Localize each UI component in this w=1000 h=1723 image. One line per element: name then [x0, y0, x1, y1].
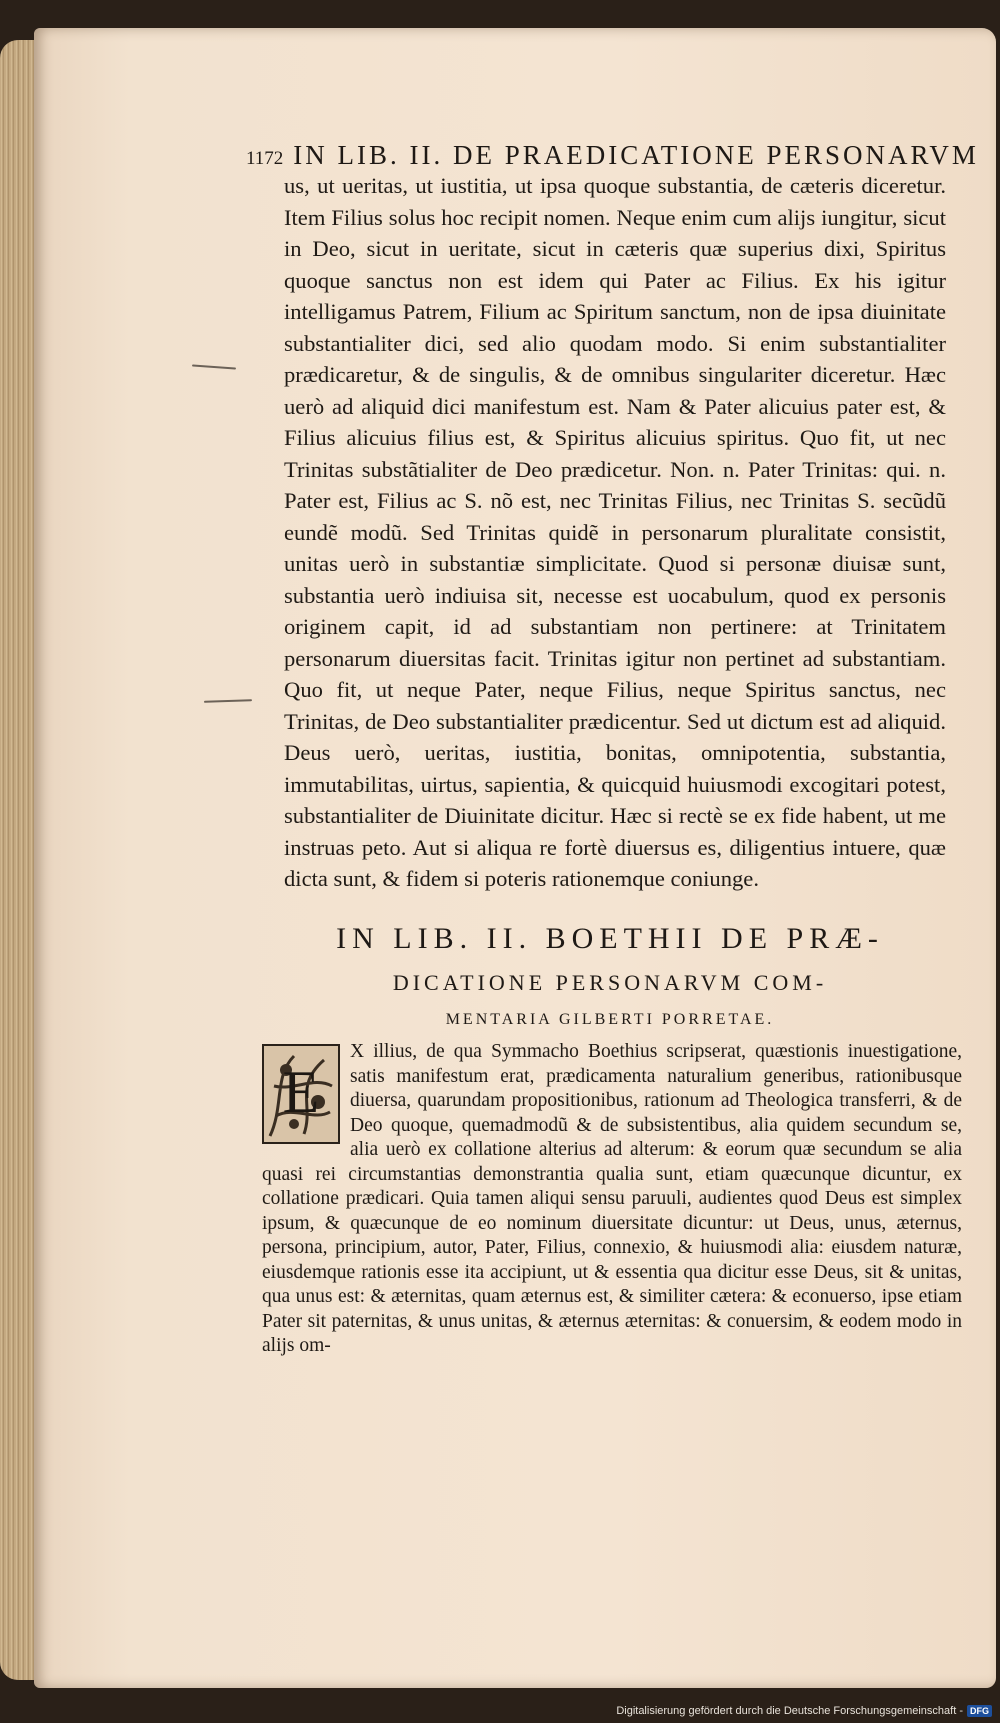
running-head-title: IN LIB. II. DE PRAEDICATIONE PERSONARVM: [293, 140, 979, 170]
section-title: [250, 915, 970, 1037]
main-text: us, ut ueritas, ut iustitia, ut ipsa quoque substantia, de cæteris diceretur. Item Filius solus hoc recipit nomen. Neque enim cum alijs iungitur, sicut in Deo, sicut in ueritate, sicut in cæteris quæ superius dixi, Spiritus quoque sanctus non est idem qui Pater ac Filius. Ex his igitur intelligamus Patrem, Filium ac Spiritum sanctum, non de ipsa diuinitate substantialiter dici, sed alio quodam modo. Si enim substantialiter prædicaretur, & de singulis, & de omnibus singulariter diceretur. Hæc uerò ad aliquid dici manifestum est. Nam & Pater alicuius pater est, & Filius alicuius filius est, & Spiritus alicuius spiritus. Quo fit, ut nec Trinitas substãtialiter de Deo prædicetur. Non. n. Pater Trinitas: qui. n. Pater est, Filius ac S. nõ est, nec Trinitas Filius, nec Trinitas S. secũdũ eundẽ modũ. Sed Trinitas quidẽ in personarum pluralitate consistit, unitas uerò in substantiæ simplicitate. Quod si personæ diuisæ sunt, substantia uerò indiuisa sit, necesse est uocabulum, quod ex personis originem capit, id ad substantiam non pertinere: at Trinitatem personarum diuersitas facit. Trinitas igitur non pertinet ad substantiam. Quo fit, ut neque Pater, neque Filius, neque Spiritus sanctus, nec Trinitas, de Deo substantialiter prædicentur. Sed ut dictum est ad aliquid. Deus uerò, ueritas, iustitia, bonitas, omnipotentia, substantia, immutabilitas, uirtus, sapientia, & quicquid huiusmodi excogitari potest, substantialiter de Diuinitate dicitur. Hæc si rectè se ex fide habent, ut me instruas peto. Aut si aliqua re fortè diuersus es, diligentius intuere, quæ dicta sunt, & fidem si poteris rationemque coniunge.: [284, 173, 946, 891]
credit-text: Digitalisierung gefördert durch die Deutsche Forschungsgemeinschaft -: [616, 1705, 963, 1717]
initial-letter: E: [282, 1059, 320, 1125]
decorated-initial: [262, 1044, 340, 1144]
running-head: [246, 140, 979, 171]
commentary-text-block: [262, 1040, 962, 1359]
decorated-initial-ornament-icon: [264, 1046, 338, 1142]
section-title-line-2: DICATIONE PERSONARVM COM-: [392, 970, 828, 995]
folio-number: 1172: [246, 148, 284, 169]
dfg-logo: DFG: [967, 1705, 992, 1717]
digitization-credit: [616, 1705, 992, 1717]
section-title-line-3: MENTARIA GILBERTI PORRETAE.: [445, 1011, 775, 1028]
section-title-line-1: IN LIB. II. BOETHII DE PRÆ-: [336, 922, 884, 955]
commentary-text: X illius, de qua Symmacho Boethius scripserat, quæstionis inuestigatione, satis manifestum erat, prædicamenta naturalium generibus, rationibusque diuersa, quarundam propositionibus, rationum ad Theologica transferri, & de Deo quoque, quemadmodũ & de subsistentibus, alia quidem secundum se, alia uerò ex collatione alterius ad alterum: & eorum quæ secundum se alia quasi rei circumstantias demonstrantia qualia sunt, etiam quæcunque dicuntur, ex collatione prædicari. Quia tamen aliqui sensu paruuli, audientes quod Deus est simplex ipsum, & quæcunque de eo nominum diuersitate dicuntur: ut Deus, unus, æternus, persona, principium, autor, Pater, Filius, connexio, & huiusmodi alia: eiusdem naturæ, eiusdemque rationis esse ita accipiunt, ut & essentia qua dicitur esse Deus, sit & unitas, qua unus est: & æternitas, quam æternus est, & similiter cætera: & econuerso, ipse etiam Pater sit paternitas, & unus unitas, & æternus æternitas: & conuersim, & eodem modo in alijs om-: [262, 1041, 962, 1356]
